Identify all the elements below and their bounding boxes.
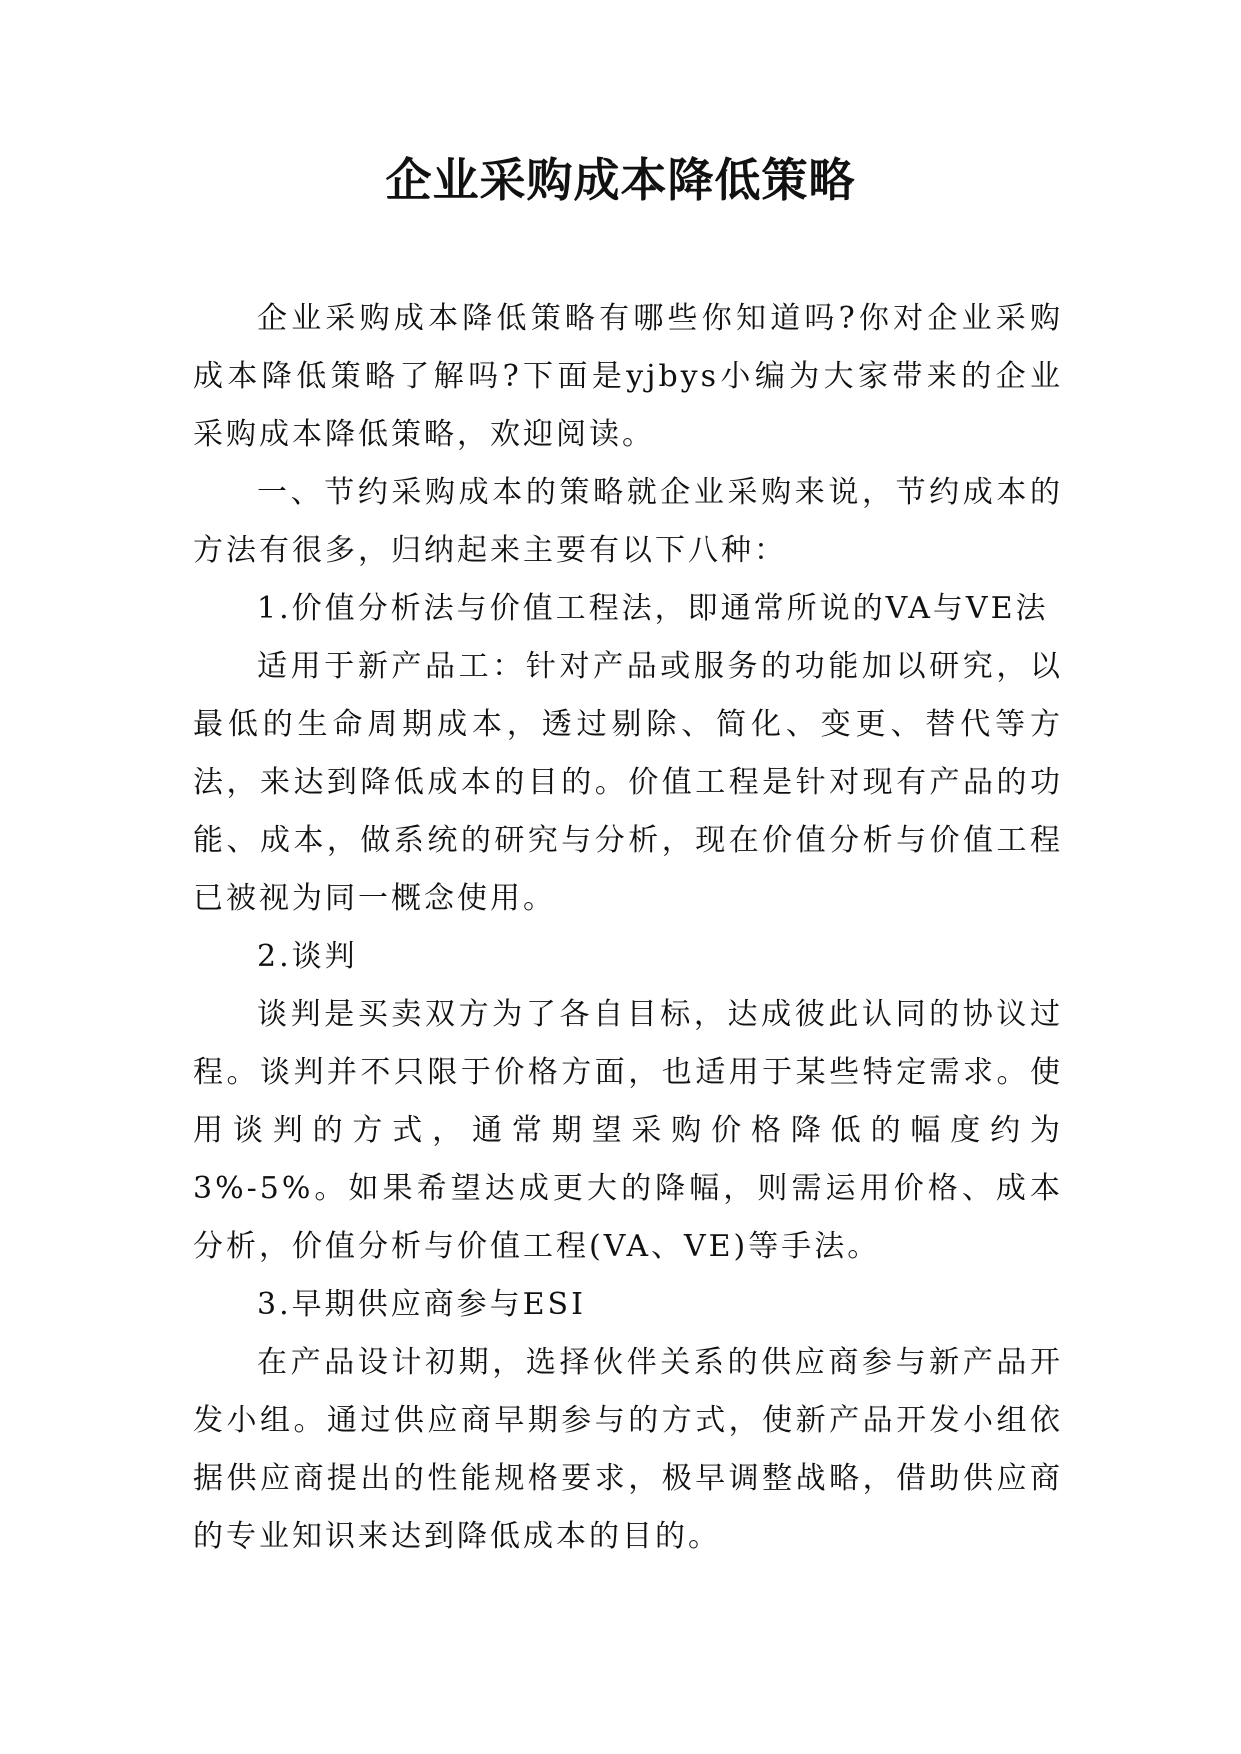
- heading-esi: 3.早期供应商参与ESI: [257, 1287, 586, 1322]
- heading-negotiation: 2.谈判: [257, 939, 358, 974]
- paragraph-section-one: 一、节约采购成本的策略就企业采购来说，节约成本的方法有很多，归纳起来主要有以下八种：: [193, 475, 1063, 568]
- paragraph-esi: 在产品设计初期，选择伙伴关系的供应商参与新产品开发小组。通过供应商早期参与的方式，使新产品开发小组依据供应商提出的性能规格要求，极早调整战略，借助供应商的专业知识来达到降低成本的目的。: [193, 1345, 1063, 1554]
- paragraph-negotiation: 谈判是买卖双方为了各自目标，达成彼此认同的协议过程。谈判并不只限于价格方面，也适用于某些特定需求。使用谈判的方式，通常期望采购价格降低的幅度约为3%-5%。如果希望达成更大的降幅，则需运用价格、成本分析，价值分析与价值工程(VA、VE)等手法。: [193, 997, 1063, 1264]
- document-title: 企业采购成本降低策略: [385, 153, 856, 207]
- document-body: [193, 290, 1063, 1566]
- paragraph-va-ve: 适用于新产品工：针对产品或服务的功能加以研究，以最低的生命周期成本，透过剔除、简化、变更、替代等方法，来达到降低成本的目的。价值工程是针对现有产品的功能、成本，做系统的研究与分析，现在价值分析与价值工程已被视为同一概念使用。: [193, 649, 1063, 916]
- heading-va-ve: 1.价值分析法与价值工程法，即通常所说的VA与VE法: [257, 591, 1049, 626]
- paragraph-intro: 企业采购成本降低策略有哪些你知道吗?你对企业采购成本降低策略了解吗?下面是yjbys小编为大家带来的企业采购成本降低策略，欢迎阅读。: [193, 301, 1063, 452]
